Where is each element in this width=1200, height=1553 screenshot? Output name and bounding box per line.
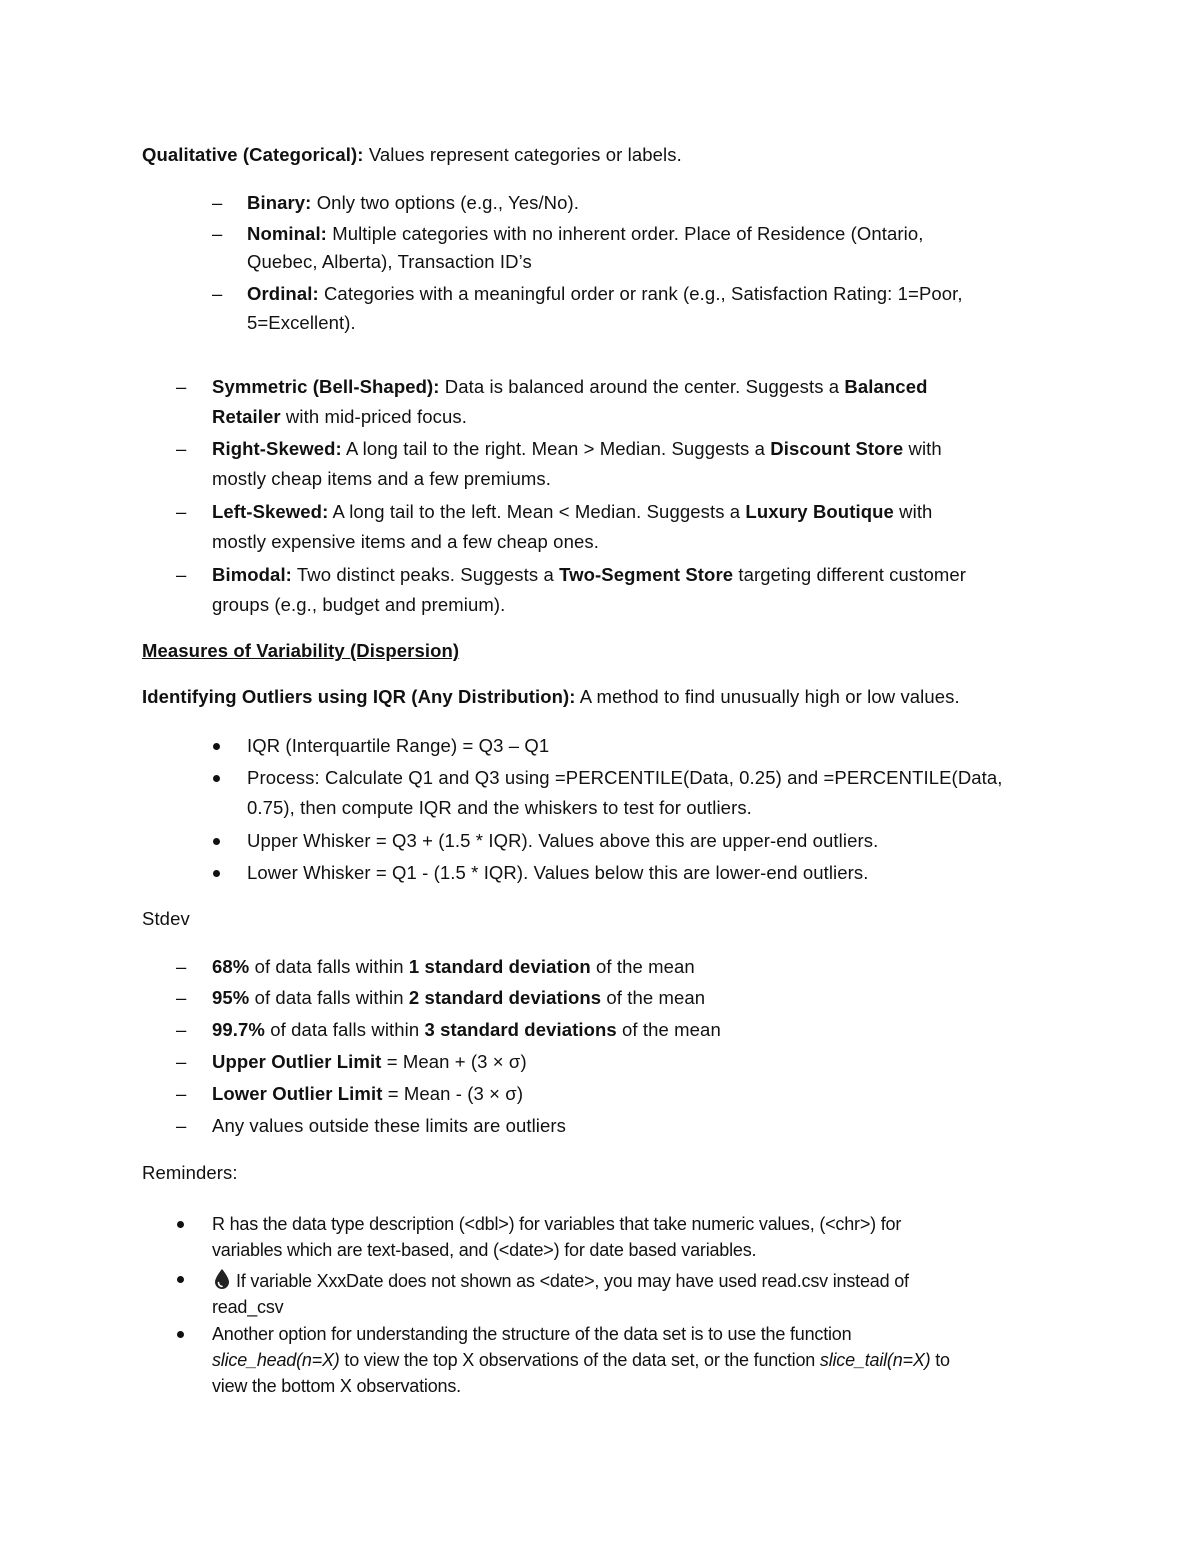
list-item-bimodal-cont: groups (e.g., budget and premium).	[212, 594, 506, 615]
dash-marker: –	[176, 1051, 187, 1072]
list-item-upper-whisker: Upper Whisker = Q3 + (1.5 * IQR). Values above this are upper-end outliers.	[247, 830, 879, 851]
reminder-data-types-cont: variables which are text-based, and (<date>) for date based variables.	[212, 1240, 757, 1260]
list-item-left-skewed-cont: mostly expensive items and a few cheap ones.	[212, 531, 599, 552]
list-item-outside-limits: Any values outside these limits are outliers	[212, 1115, 567, 1136]
list-item-right-skewed-cont: mostly cheap items and a few premiums.	[212, 468, 551, 489]
bullet-marker	[213, 743, 220, 750]
dash-marker: –	[176, 376, 187, 397]
list-item-ordinal-cont: 5=Excellent).	[247, 312, 356, 333]
list-item-right-skewed: Right-Skewed: A long tail to the right. Mean > Median. Suggests a Discount Store with	[212, 438, 942, 459]
list-item-upper-outlier-limit: Upper Outlier Limit = Mean + (3 × σ)	[212, 1051, 527, 1072]
bullet-marker	[177, 1331, 184, 1338]
reminder-slice-functions-cont2: view the bottom X observations.	[212, 1376, 461, 1396]
dash-marker: –	[176, 1083, 187, 1104]
bullet-marker	[177, 1276, 184, 1283]
list-item-nominal-cont: Quebec, Alberta), Transaction ID’s	[247, 251, 532, 272]
dash-marker: –	[176, 956, 187, 977]
list-item-99-7: 99.7% of data falls within 3 standard deviations of the mean	[212, 1019, 721, 1040]
dash-marker: –	[212, 283, 223, 304]
list-item-iqr: IQR (Interquartile Range) = Q3 – Q1	[247, 735, 550, 756]
dash-marker: –	[212, 223, 223, 244]
list-item-symmetric-cont: Retailer with mid-priced focus.	[212, 406, 468, 427]
dash-marker: –	[212, 192, 223, 213]
list-item-lower-whisker: Lower Whisker = Q1 - (1.5 * IQR). Values below this are lower-end outliers.	[247, 862, 869, 883]
reminders-heading: Reminders:	[142, 1162, 238, 1183]
reminder-data-types: R has the data type description (<dbl>) for variables that take numeric values, (<chr>) for	[212, 1214, 902, 1234]
qualitative-heading: Qualitative (Categorical): Values represent categories or labels.	[142, 144, 682, 165]
list-item-68: 68% of data falls within 1 standard deviation of the mean	[212, 956, 695, 977]
water-drop-icon	[212, 1268, 232, 1295]
reminder-read-csv: If variable XxxDate does not shown as <date>, you may have used read.csv instead of	[212, 1268, 909, 1295]
bullet-marker	[213, 775, 220, 782]
reminder-slice-functions-cont: slice_head(n=X) to view the top X observations of the data set, or the function slice_tail(n=X) to	[212, 1350, 950, 1370]
dash-marker: –	[176, 1115, 187, 1136]
variability-heading: Measures of Variability (Dispersion)	[142, 640, 460, 661]
bullet-marker	[213, 870, 220, 877]
list-item-95: 95% of data falls within 2 standard deviations of the mean	[212, 987, 706, 1008]
list-item-symmetric: Symmetric (Bell-Shaped): Data is balanced around the center. Suggests a Balanced	[212, 376, 928, 397]
list-item-binary: Binary: Only two options (e.g., Yes/No).	[247, 192, 580, 213]
dash-marker: –	[176, 987, 187, 1008]
bullet-marker	[213, 838, 220, 845]
reminder-read-csv-cont: read_csv	[212, 1297, 284, 1317]
list-item-left-skewed: Left-Skewed: A long tail to the left. Mean < Median. Suggests a Luxury Boutique with	[212, 501, 933, 522]
dash-marker: –	[176, 1019, 187, 1040]
list-item-ordinal: Ordinal: Categories with a meaningful order or rank (e.g., Satisfaction Rating: 1=Poor,	[247, 283, 963, 304]
list-item-bimodal: Bimodal: Two distinct peaks. Suggests a Two-Segment Store targeting different customer	[212, 564, 967, 585]
list-item-lower-outlier-limit: Lower Outlier Limit = Mean - (3 × σ)	[212, 1083, 524, 1104]
stdev-heading: Stdev	[142, 908, 190, 929]
list-item-nominal: Nominal: Multiple categories with no inherent order. Place of Residence (Ontario,	[247, 223, 924, 244]
dash-marker: –	[176, 564, 187, 585]
dash-marker: –	[176, 438, 187, 459]
iqr-heading: Identifying Outliers using IQR (Any Distribution): A method to find unusually high or low values.	[142, 686, 960, 707]
reminder-slice-functions: Another option for understanding the structure of the data set is to use the function	[212, 1324, 852, 1344]
list-item-process: Process: Calculate Q1 and Q3 using =PERCENTILE(Data, 0.25) and =PERCENTILE(Data,	[247, 767, 1003, 788]
bullet-marker	[177, 1221, 184, 1228]
list-item-process-cont: 0.75), then compute IQR and the whiskers to test for outliers.	[247, 797, 752, 818]
dash-marker: –	[176, 501, 187, 522]
